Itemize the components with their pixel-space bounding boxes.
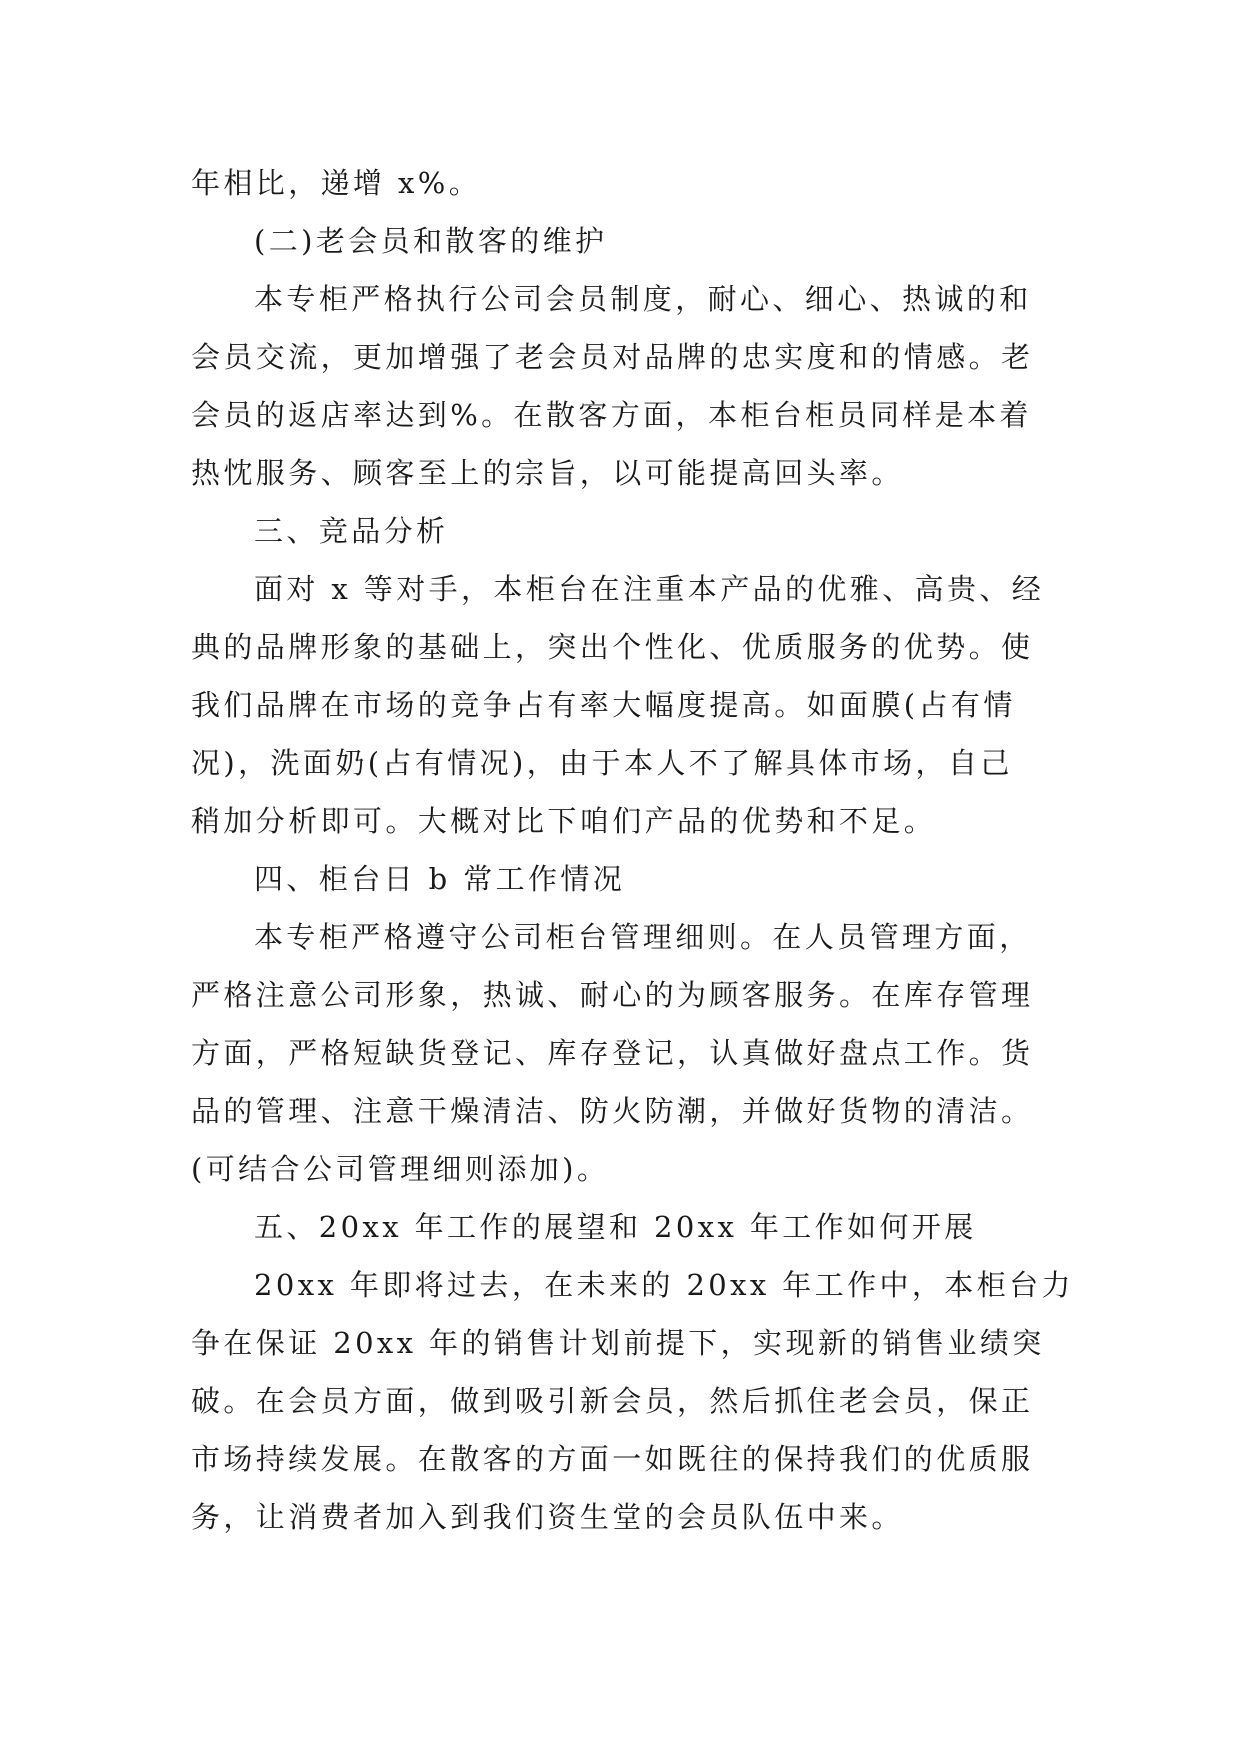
- paragraph-line: 争在保证 20xx 年的销售计划前提下，实现新的销售业绩突: [191, 1326, 1045, 1360]
- paragraph-first-line: 四、柜台日 b 常工作情况: [254, 862, 626, 896]
- paragraph-first-line: (二)老会员和散客的维护: [254, 224, 608, 258]
- paragraph-line: 我们品牌在市场的竞争占有率大幅度提高。如面膜(占有情: [191, 688, 1016, 722]
- paragraph-line: 品的管理、注意干燥清洁、防火防潮，并做好货物的清洁。: [191, 1094, 1034, 1128]
- paragraph-line: 严格注意公司形象，热诚、耐心的为顾客服务。在库存管理: [191, 978, 1034, 1012]
- paragraph-first-line: 本专柜严格执行公司会员制度，耐心、细心、热诚的和: [254, 282, 1032, 316]
- paragraph-line: 会员交流，更加增强了老会员对品牌的忠实度和的情感。老: [191, 340, 1034, 374]
- paragraph-line: 稍加分析即可。大概对比下咱们产品的优势和不足。: [191, 804, 937, 838]
- paragraph-line: 方面，严格短缺货登记、库存登记，认真做好盘点工作。货: [191, 1036, 1034, 1070]
- paragraph-line: 会员的返店率达到%。在散客方面，本柜台柜员同样是本着: [191, 398, 1032, 432]
- paragraph-line: 况)，洗面奶(占有情况)，由于本人不了解具体市场，自己: [191, 746, 1013, 780]
- paragraph-first-line: 20xx 年即将过去，在未来的 20xx 年工作中，本柜台力: [254, 1268, 1074, 1302]
- paragraph-first-line: 三、竞品分析: [254, 514, 449, 548]
- paragraph-line: 市场持续发展。在散客的方面一如既往的保持我们的优质服: [191, 1442, 1034, 1476]
- paragraph-first-line: 五、20xx 年工作的展望和 20xx 年工作如何开展: [254, 1210, 977, 1244]
- paragraph-line: 务，让消费者加入到我们资生堂的会员队伍中来。: [191, 1500, 904, 1534]
- paragraph-line: (可结合公司管理细则添加)。: [191, 1152, 610, 1186]
- paragraph-first-line: 面对 x 等对手，本柜台在注重本产品的优雅、高贵、经: [254, 572, 1045, 606]
- paragraph-line: 热忱服务、顾客至上的宗旨，以可能提高回头率。: [191, 456, 904, 490]
- paragraph-first-line: 本专柜严格遵守公司柜台管理细则。在人员管理方面，: [254, 920, 1032, 954]
- paragraph-line: 破。在会员方面，做到吸引新会员，然后抓住老会员，保正: [191, 1384, 1034, 1418]
- paragraph-line: 年相比，递增 x%。: [191, 166, 482, 200]
- paragraph-line: 典的品牌形象的基础上，突出个性化、优质服务的优势。使: [191, 630, 1034, 664]
- document-body: [191, 154, 1074, 1546]
